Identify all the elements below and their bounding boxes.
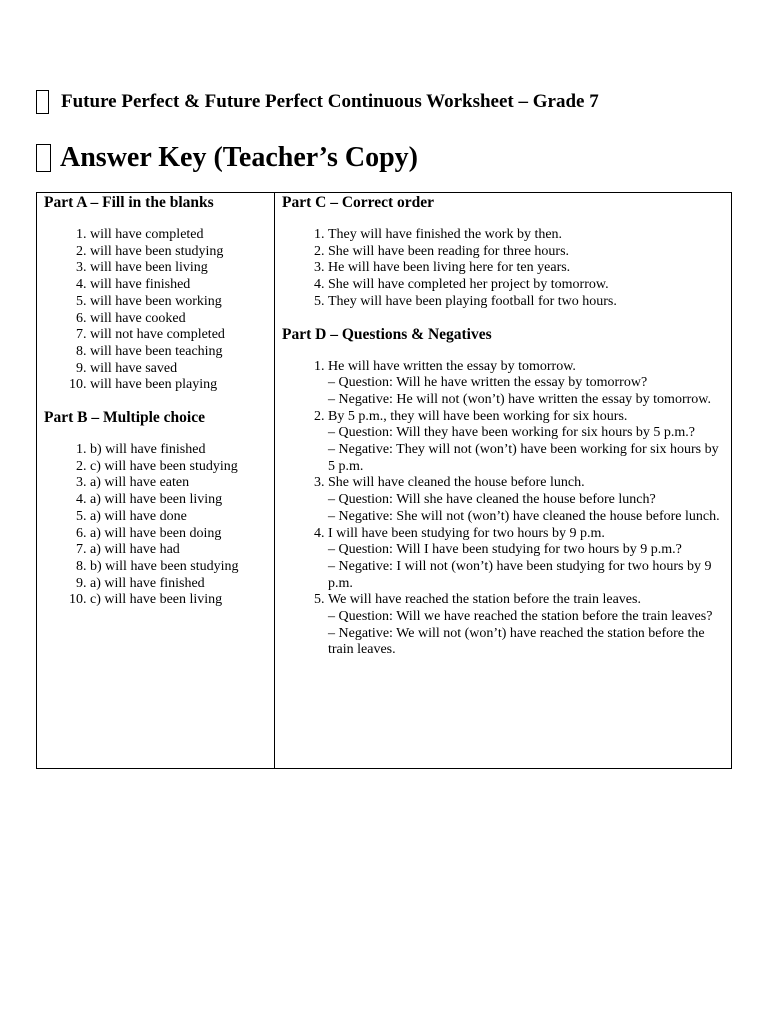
part-b-item: 10. c) will have been living (90, 592, 266, 609)
part-a-item: 9. will have saved (90, 361, 266, 378)
part-d-heading: Part D – Questions & Negatives (282, 325, 492, 343)
part-b-item: 4. a) will have been living (90, 492, 266, 509)
part-d-question: – Question: Will she have cleaned the house before lunch? (328, 492, 656, 508)
part-a-item: 8. will have been teaching (90, 344, 266, 361)
part-d-statement: 1. He will have written the essay by tomorrow. (328, 358, 576, 374)
part-b-item: 9. a) will have finished (90, 576, 266, 593)
part-a-item: 5. will have been working (90, 294, 266, 311)
part-c-item: 5. They will have been playing football for two hours. (328, 294, 723, 311)
page-title: Future Perfect & Future Perfect Continuous Worksheet – Grade 7 (61, 91, 599, 112)
part-c-item: 3. He will have been living here for ten years. (328, 260, 723, 277)
part-d-statement: 3. She will have cleaned the house before lunch. (328, 475, 585, 491)
part-d-negative: – Negative: I will not (won’t) have been studying for two hours by 9 p.m. (328, 558, 712, 591)
part-d-list (282, 359, 723, 660)
part-a-item: 2. will have been studying (90, 244, 266, 261)
missing-glyph-icon (36, 90, 49, 114)
answer-key-title: Answer Key (Teacher’s Copy) (60, 142, 418, 173)
part-c-heading: Part C – Correct order (282, 194, 435, 211)
part-d-item (328, 475, 723, 525)
part-d-question: – Question: Will he have written the essay by tomorrow? (328, 375, 648, 391)
part-d-item (328, 409, 723, 476)
part-b-item: 6. a) will have been doing (90, 526, 266, 543)
part-d-negative: – Negative: They will not (won’t) have been working for six hours by 5 p.m. (328, 442, 719, 474)
part-d-negative: – Negative: He will not (won’t) have written the essay by tomorrow. (328, 391, 711, 407)
part-d-item (328, 359, 723, 409)
part-a-item: 1. will have completed (90, 227, 266, 244)
part-d-negative: – Negative: We will not (won’t) have reached the station before the train leaves. (328, 625, 705, 658)
part-d-statement: 2. By 5 p.m., they will have been working for six hours. (328, 408, 628, 424)
part-d-statement: 4. I will have been studying for two hours by 9 p.m. (328, 525, 605, 541)
part-c-item: 1. They will have finished the work by then. (328, 227, 723, 244)
part-a-heading: Part A – Fill in the blanks (44, 194, 214, 211)
part-d-negative: – Negative: She will not (won’t) have cleaned the house before lunch. (328, 508, 720, 524)
part-b-heading: Part B – Multiple choice (44, 409, 205, 427)
part-b-item: 8. b) will have been studying (90, 559, 266, 576)
part-a-item: 3. will have been living (90, 260, 266, 277)
part-b-item: 5. a) will have done (90, 509, 266, 526)
right-column (275, 193, 732, 769)
part-c-item: 2. She will have been reading for three hours. (328, 244, 723, 261)
answer-key-table (36, 192, 732, 769)
part-d-question: – Question: Will I have been studying for two hours by 9 p.m.? (328, 542, 682, 558)
part-c-list (282, 227, 723, 311)
part-d-item (328, 592, 723, 659)
part-b-item: 3. a) will have eaten (90, 475, 266, 492)
part-a-item: 6. will have cooked (90, 311, 266, 328)
answer-key-row (37, 193, 732, 769)
part-b-list (44, 442, 266, 609)
part-a-item: 7. will not have completed (90, 327, 266, 344)
left-column (37, 193, 275, 769)
missing-glyph-icon (36, 144, 51, 172)
part-a-item: 10. will have been playing (90, 377, 266, 394)
part-b-item: 7. a) will have had (90, 542, 266, 559)
part-a-item: 4. will have finished (90, 277, 266, 294)
part-c-item: 4. She will have completed her project by tomorrow. (328, 277, 723, 294)
part-d-statement: 5. We will have reached the station before the train leaves. (328, 592, 641, 608)
part-b-item: 2. c) will have been studying (90, 459, 266, 476)
answer-key-title-row (36, 142, 418, 174)
page-title-row (36, 90, 599, 114)
part-b-item: 1. b) will have finished (90, 442, 266, 459)
part-d-item (328, 526, 723, 593)
part-d-question: – Question: Will they have been working for six hours by 5 p.m.? (328, 425, 696, 441)
part-a-list (44, 227, 266, 394)
part-d-question: – Question: Will we have reached the station before the train leaves? (328, 609, 713, 625)
